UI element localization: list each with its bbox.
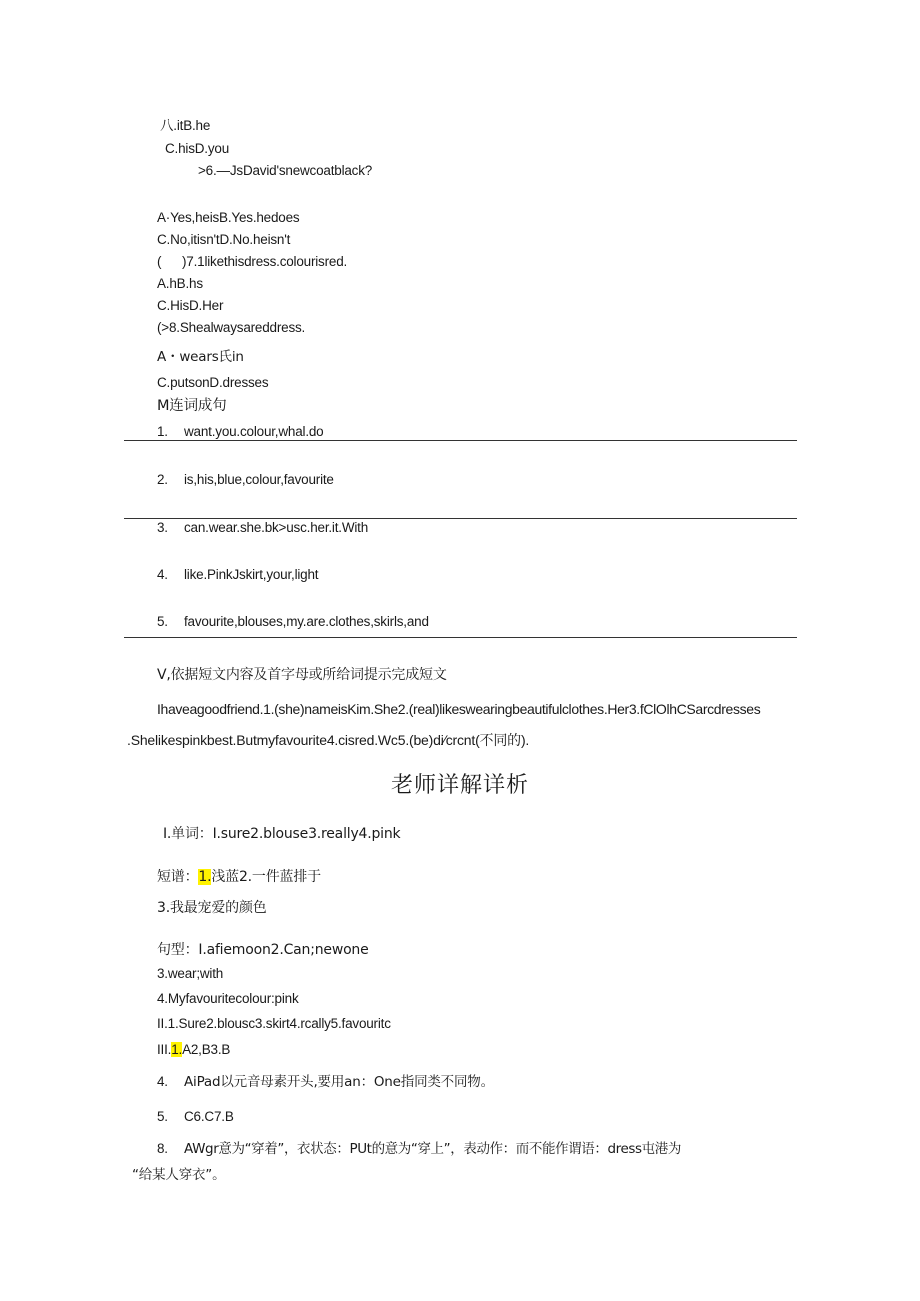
q6-options-cd: C.No,itisn'tD.No.heisn't	[157, 232, 291, 247]
question-6: >6.—JsDavid'snewcoatblack?	[198, 163, 373, 178]
note-4-text: AiPad以元音母素开头,要用an：One指同类不同物。	[184, 1074, 494, 1090]
list-item: can.wear.she.bk>usc.her.it.With	[184, 520, 369, 535]
list-item: like.PinkJskirt,your,light	[184, 567, 319, 582]
answer-phrase-3: 3.我最宠爱的颜色	[157, 900, 267, 916]
list-item: want.you.colour,whal.do	[184, 424, 324, 439]
question-7: )7.1likethisdress.colourisred.	[182, 254, 348, 269]
highlighted-number: 1.	[171, 1042, 183, 1057]
answer-section-iii	[157, 1041, 230, 1059]
answer-phrases	[157, 868, 321, 886]
q5-options-cd: C.hisD.you	[165, 141, 230, 156]
answers-title: 老师详解详析	[390, 773, 529, 798]
note-8-text: AWgr意为“穿着”，衣状态：PUt的意为“穿上”，表动作：而不能作谓语：dress屯港为	[184, 1141, 681, 1157]
note-5-number: 5.	[157, 1109, 168, 1124]
answer-words: I.单词：I.sure2.blouse3.really4.pink	[163, 826, 401, 842]
q8-options-ab: A・wears氏in	[157, 349, 244, 365]
list-item-number: 3.	[157, 520, 168, 535]
section-v-heading: V,依据短文内容及首字母或所给词提示完成短文	[157, 667, 447, 683]
answer-line	[124, 440, 797, 441]
list-item-number: 2.	[157, 472, 168, 487]
list-item-number: 5.	[157, 614, 168, 629]
section-iv-heading: M连词成句	[157, 398, 227, 414]
answer-sentence-4: 4.Myfavouritecolour:pink	[157, 991, 299, 1006]
highlighted-number: 1.	[198, 869, 212, 885]
note-8-number: 8.	[157, 1141, 168, 1156]
q8-options-cd: C.putsonD.dresses	[157, 375, 269, 390]
answer-sentences: 句型：I.afiemoon2.Can;newone	[157, 942, 369, 958]
note-8-continuation: “给某人穿衣”。	[132, 1167, 226, 1183]
phrases-text: 浅蓝2.一件蓝排于	[211, 869, 321, 885]
section-v-passage-line-2: .Shelikespinkbest.Butmyfavourite4.cisred.Wc5.(be)di∕crcnt(不同的).	[127, 732, 530, 748]
q7-options-cd: C.HisD.Her	[157, 298, 224, 313]
section-iii-text: A2,B3.B	[182, 1042, 231, 1057]
q6-options-ab: A·Yes,heisB.Yes.hedoes	[157, 210, 300, 225]
phrases-label: 短谱：	[157, 869, 199, 885]
section-v-passage-line-1: Ihaveagoodfriend.1.(she)nameisKim.She2.(real)likeswearingbeautifulclothes.Her3.fClOlhCSarcdresses	[157, 701, 761, 717]
list-item-number: 1.	[157, 424, 168, 439]
question-8: (>8.Shealwaysareddress.	[157, 320, 306, 335]
list-item-number: 4.	[157, 567, 168, 582]
section-iii-prefix: III.	[157, 1042, 172, 1057]
answer-line	[124, 637, 797, 638]
note-5-text: C6.C7.B	[184, 1109, 234, 1124]
q5-options-ab: 八.itB.he	[160, 118, 211, 133]
q7-options-ab: A.hB.hs	[157, 276, 203, 291]
answer-sentence-3: 3.wear;with	[157, 966, 224, 981]
list-item: is,his,blue,colour,favourite	[184, 472, 334, 487]
note-4-number: 4.	[157, 1074, 168, 1089]
question-7-paren: (	[157, 254, 162, 269]
answer-section-ii: II.1.Sure2.blousc3.skirt4.rcally5.favouritc	[157, 1016, 391, 1031]
list-item: favourite,blouses,my.are.clothes,skirls,and	[184, 614, 429, 629]
